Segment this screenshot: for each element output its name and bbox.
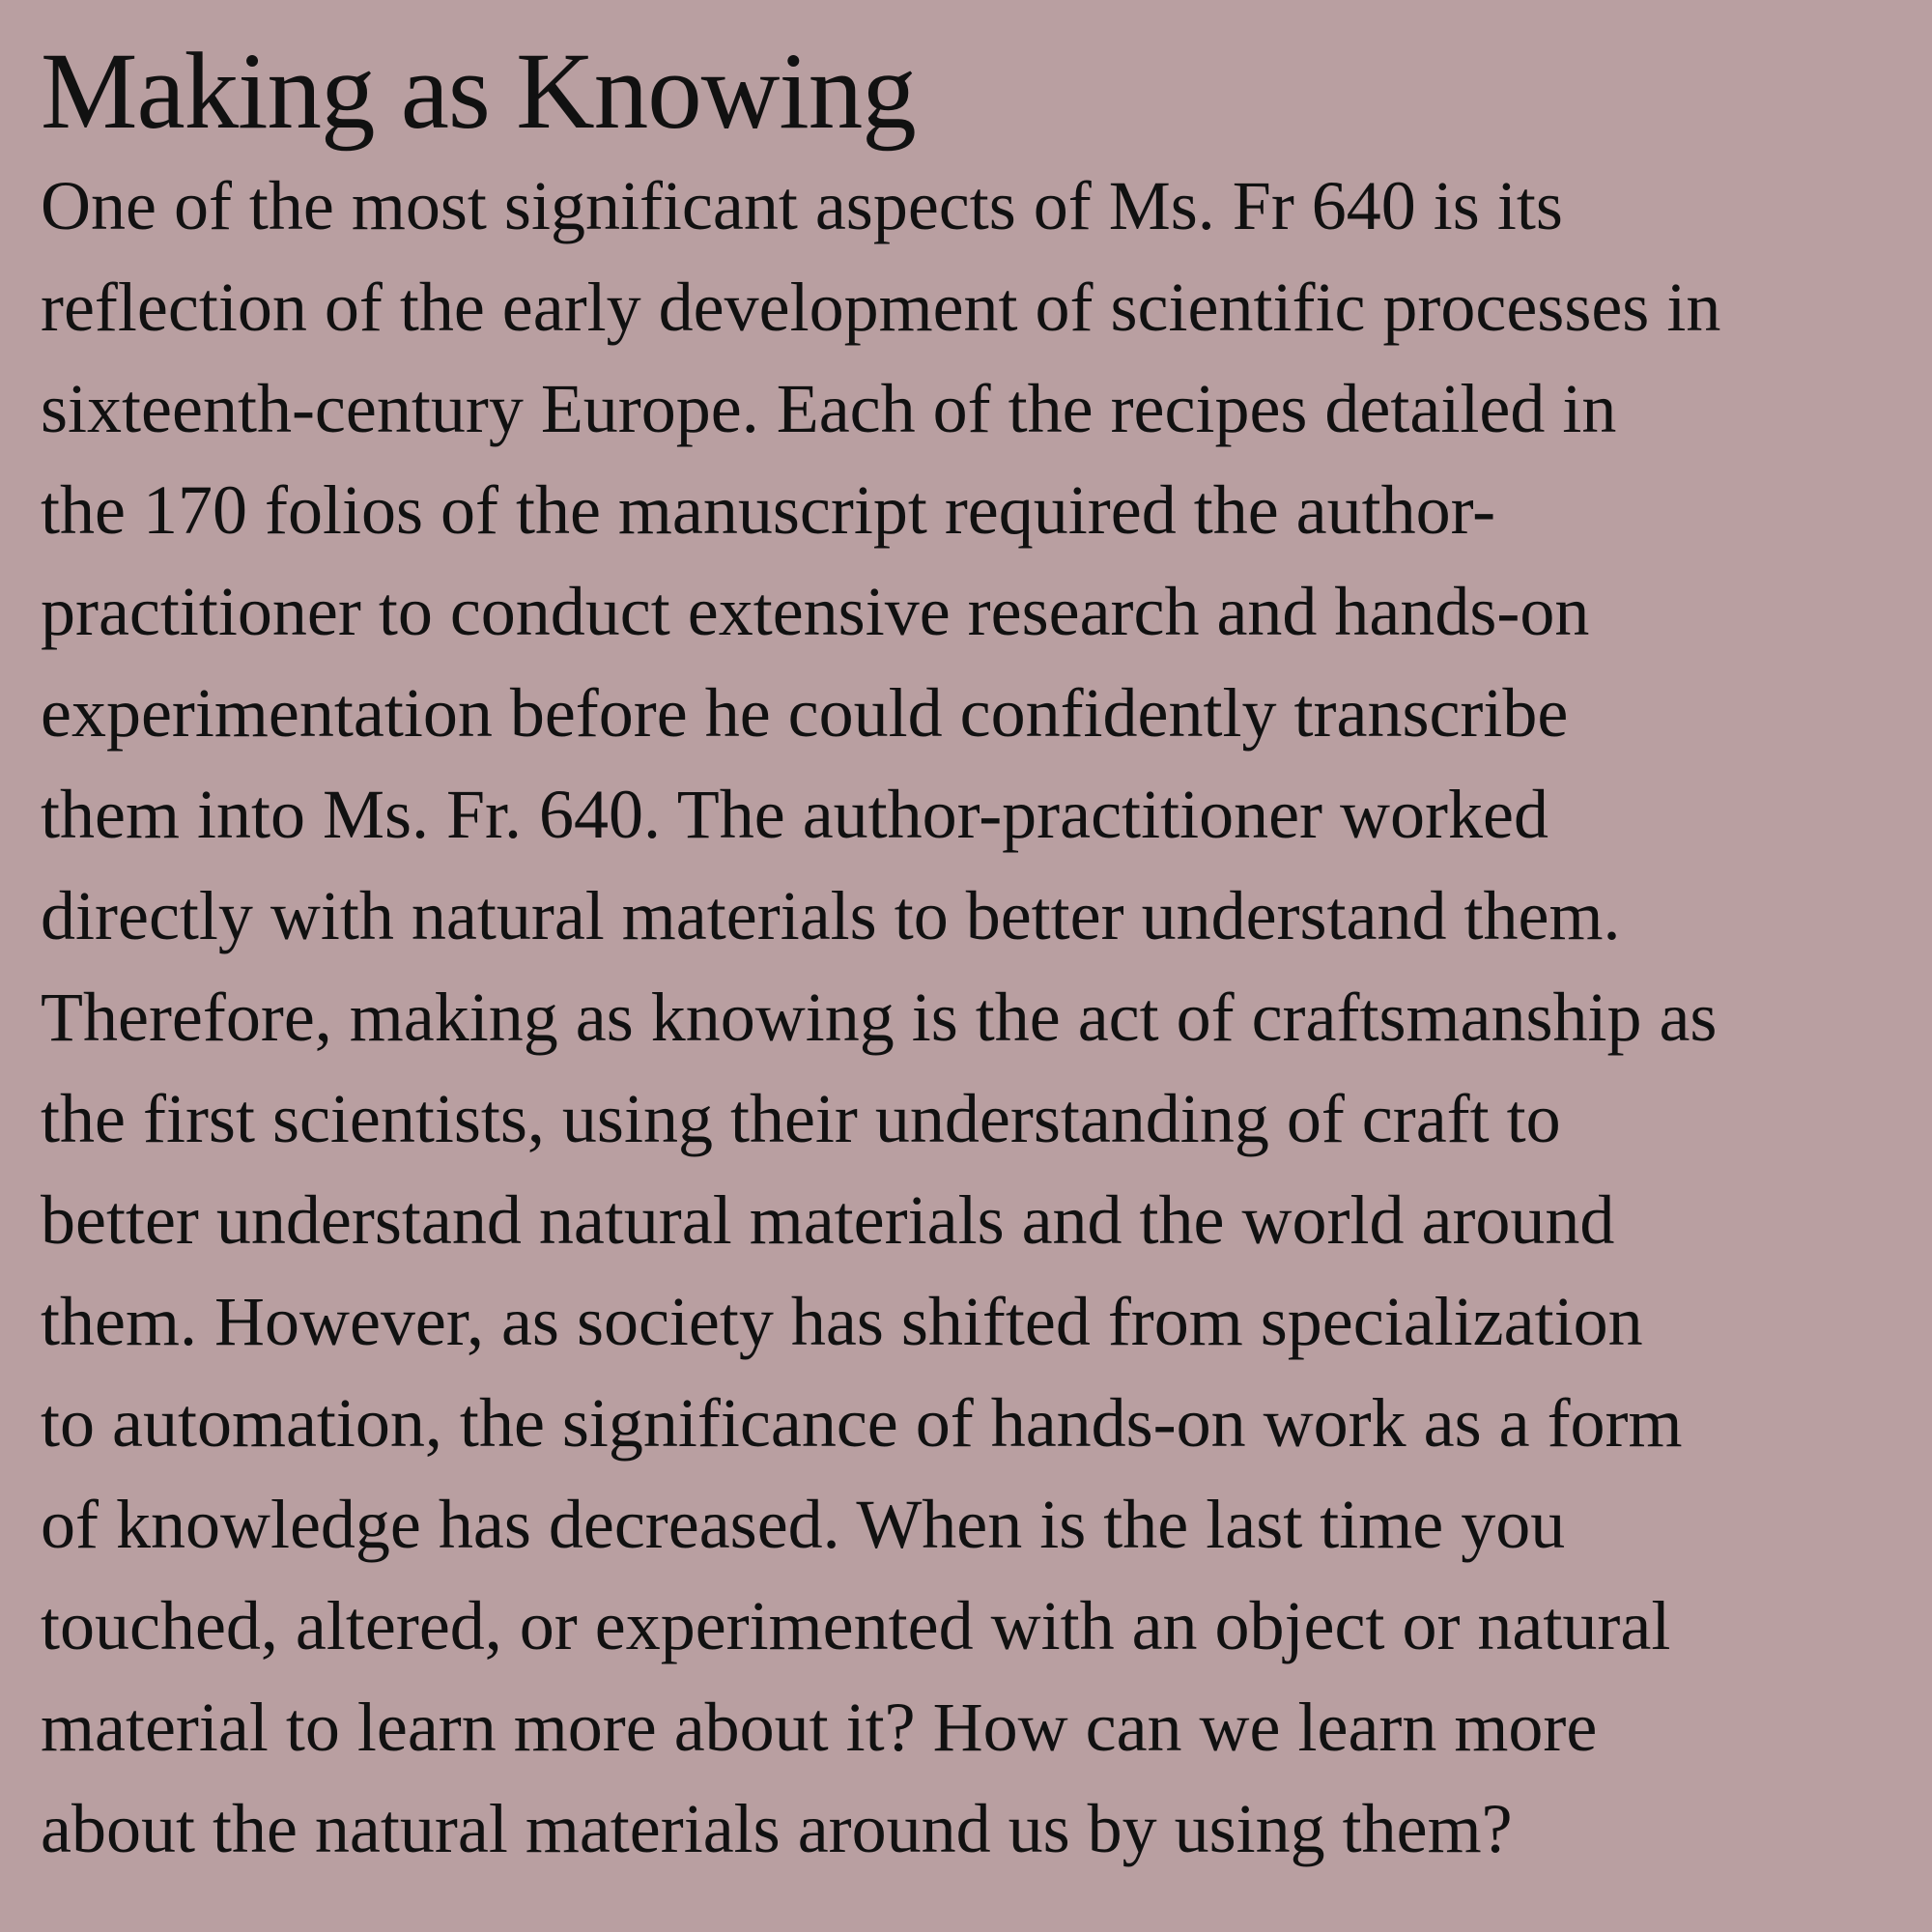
body-line-17: about the natural materials around us by using them? [41, 1790, 1513, 1867]
body-paragraph [41, 156, 1900, 1880]
body-line-16: material to learn more about it? How can we learn more [41, 1689, 1598, 1766]
body-line-11: better understand natural materials and the world around [41, 1181, 1615, 1259]
body-line-10: the first scientists, using their understanding of craft to [41, 1080, 1561, 1157]
body-line-12: them. However, as society has shifted from specialization [41, 1283, 1643, 1360]
body-line-6: experimentation before he could confidently transcribe [41, 674, 1569, 752]
body-line-9: Therefore, making as knowing is the act of craftsmanship as [41, 979, 1718, 1056]
body-line-14: of knowledge has decreased. When is the last time you [41, 1486, 1566, 1563]
body-line-7: them into Ms. Fr. 640. The author-practitioner worked [41, 776, 1548, 853]
body-line-4: the 170 folios of the manuscript required the author- [41, 471, 1496, 549]
body-line-1: One of the most significant aspects of Ms. Fr 640 is its [41, 167, 1563, 244]
body-line-3: sixteenth-century Europe. Each of the recipes detailed in [41, 370, 1617, 447]
page-title: Making as Knowing [41, 31, 916, 152]
body-line-2: reflection of the early development of scientific processes in [41, 269, 1721, 346]
body-line-13: to automation, the significance of hands-on work as a form [41, 1384, 1683, 1462]
document-page [41, 31, 1900, 1880]
body-line-8: directly with natural materials to better understand them. [41, 877, 1621, 954]
body-line-5: practitioner to conduct extensive research and hands-on [41, 573, 1590, 650]
body-line-15: touched, altered, or experimented with an object or natural [41, 1587, 1671, 1664]
